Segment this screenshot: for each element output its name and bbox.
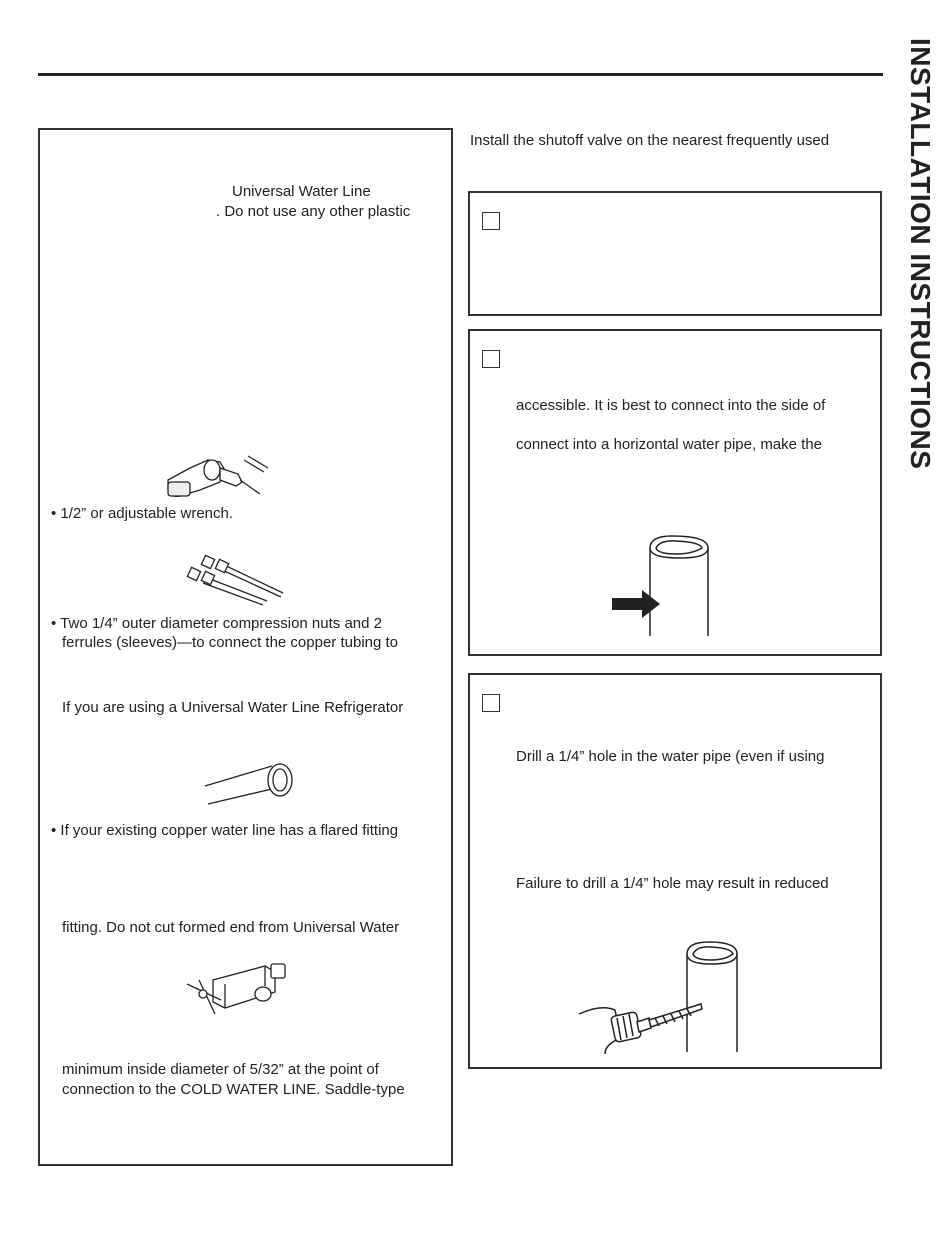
step-3-checkbox[interactable] bbox=[482, 694, 500, 712]
drill-into-pipe-icon bbox=[575, 938, 745, 1056]
step-1-box bbox=[468, 191, 882, 316]
universal-line-text: If you are using a Universal Water Line Refrigerator bbox=[62, 699, 404, 716]
water-pipe-arrow-icon bbox=[610, 532, 720, 638]
step-2-checkbox[interactable] bbox=[482, 350, 500, 368]
diameter-text: connection to the COLD WATER LINE. Saddle-type bbox=[62, 1081, 405, 1098]
wrench-item: • 1/2” or adjustable wrench. bbox=[51, 505, 234, 522]
header-rule bbox=[38, 73, 883, 76]
flared-fitting-item: • If your existing copper water line has a flared fitting bbox=[51, 822, 399, 839]
section-title: INSTALLATION INSTRUCTIONS bbox=[905, 38, 936, 470]
diameter-text: minimum inside diameter of 5/32” at the point of bbox=[62, 1061, 379, 1078]
intro-text: Install the shutoff valve on the nearest frequently used bbox=[470, 132, 830, 149]
materials-line: Universal Water Line bbox=[232, 183, 371, 200]
copper-tube-icon bbox=[200, 760, 300, 810]
shutoff-valve-icon bbox=[185, 958, 295, 1018]
step-2-text: connect into a horizontal water pipe, make the bbox=[516, 436, 823, 453]
step-3-text: Drill a 1/4” hole in the water pipe (even if using bbox=[516, 748, 825, 765]
step-3-text: Failure to drill a 1/4” hole may result in reduced bbox=[516, 875, 829, 892]
nuts-item: ferrules (sleeves)—to connect the copper tubing to bbox=[62, 634, 399, 651]
nuts-item: • Two 1/4” outer diameter compression nuts and 2 bbox=[51, 615, 382, 632]
materials-line: . Do not use any other plastic bbox=[216, 203, 411, 220]
compression-nuts-icon bbox=[185, 553, 285, 603]
step-1-checkbox[interactable] bbox=[482, 212, 500, 230]
drill-icon bbox=[160, 450, 275, 505]
step-2-text: accessible. It is best to connect into the side of bbox=[516, 397, 826, 414]
formed-end-text: fitting. Do not cut formed end from Universal Water bbox=[62, 919, 400, 936]
